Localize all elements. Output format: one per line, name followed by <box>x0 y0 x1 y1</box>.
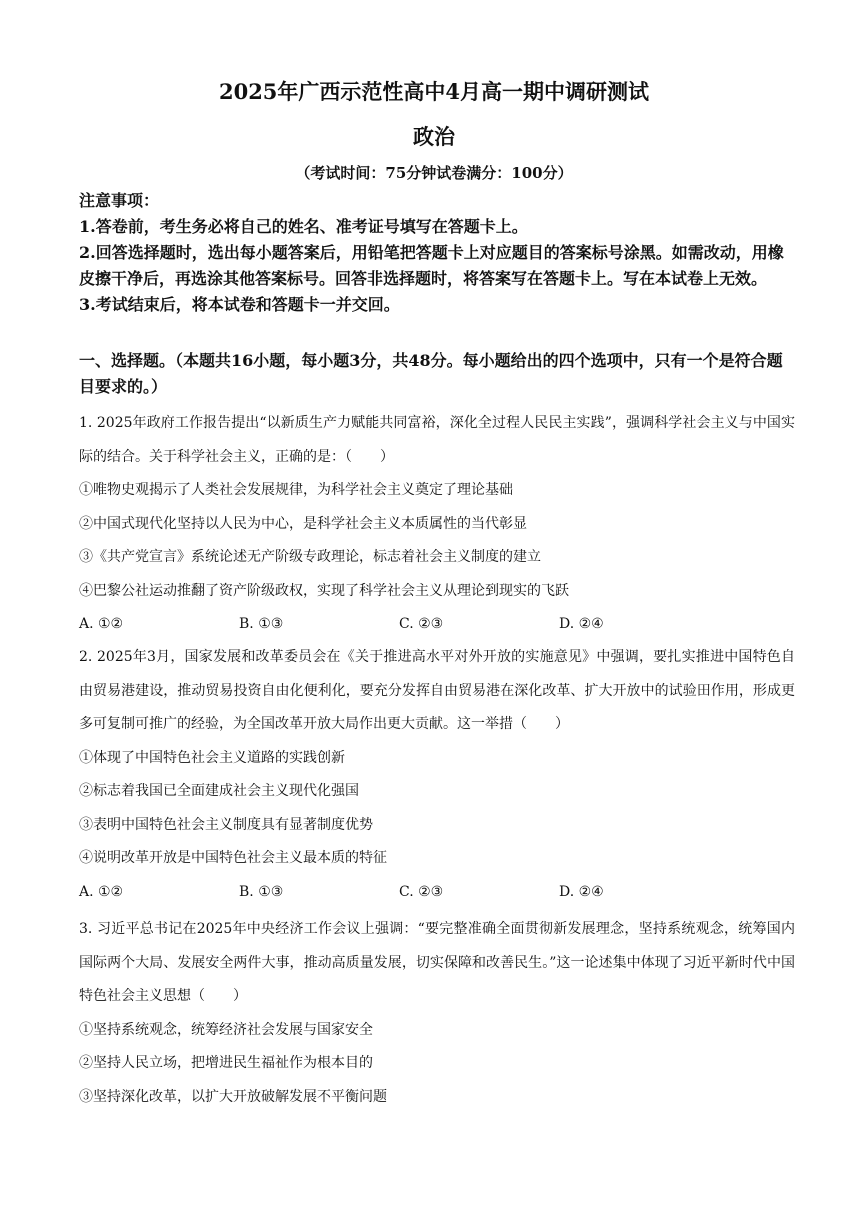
question-stem: 2. 2025年3月，国家发展和改革委员会在《关于推进高水平对外开放的实施意见》中强调，要扎实推进中国特色自由贸易港建设，推动贸易投资自由化便利化，要充分发挥自由贸易港在深化改革、扩大开放中的试验田作用，形成更多可复制可推广的经验，为全国改革开放大局作出更大贡献。这一举措（ ） <box>79 649 795 732</box>
statement: ①体现了中国特色社会主义道路的实践创新 <box>79 749 345 766</box>
exam-subject: 政治 <box>413 124 455 149</box>
statement: ④说明改革开放是中国特色社会主义最本质的特征 <box>79 850 387 866</box>
statement: ②标志着我国已全面建成社会主义现代化强国 <box>79 783 359 799</box>
statement: ①唯物史观揭示了人类社会发展规律，为科学社会主义奠定了理论基础 <box>79 482 513 498</box>
statement: ③《共产党宣言》系统论述无产阶级专政理论，标志着社会主义制度的建立 <box>79 549 541 565</box>
notes-block <box>79 188 791 318</box>
options-row <box>79 876 719 910</box>
question-1 <box>79 407 795 642</box>
statement: ③坚持深化改革，以扩大开放破解发展不平衡问题 <box>79 1088 387 1105</box>
section-heading: 一、选择题。（本题共16小题，每小题3分，共48分。每小题给出的四个选项中，只有一个是符合题目要求的。） <box>79 351 783 396</box>
option-a: A. ①② <box>79 616 124 632</box>
exam-title: 2025年广西示范性高中4月高一期中调研测试 <box>218 79 650 104</box>
note-item: 2.回答选择题时，选出每小题答案后，用铅笔把答题卡上对应题目的答案标号涂黑。如需改动，用橡皮擦干净后，再选涂其他答案标号。回答非选择题时，将答案写在答题卡上。写在本试卷上无效。 <box>79 243 784 288</box>
question-stem: 1. 2025年政府工作报告提出“以新质生产力赋能共同富裕，深化全过程人民民主实践”，强调科学社会主义与中国实际的结合。关于科学社会主义，正确的是：（ ） <box>79 415 795 465</box>
exam-info: （考试时间：75分钟试卷满分：100分） <box>295 164 573 182</box>
statement: ①坚持系统观念，统筹经济社会发展与国家安全 <box>79 1021 373 1038</box>
options-row <box>79 608 719 642</box>
statement: ②中国式现代化坚持以人民为中心，是科学社会主义本质属性的当代彰显 <box>79 515 527 532</box>
option-c: C. ②③ <box>399 616 444 632</box>
question-stem: 3. 习近平总书记在2025年中央经济工作会议上强调：“要完整准确全面贯彻新发展理念，坚持系统观念，统筹国内国际两个大局、发展安全两件大事，推动高质量发展，切实保障和改善民生。”这一论述集中体现了习近平新时代中国特色社会主义思想（ ） <box>79 921 795 1004</box>
option-d: D. ②④ <box>559 616 604 632</box>
statement: ③表明中国特色社会主义制度具有显著制度优势 <box>79 816 373 833</box>
note-item: 1.答卷前，考生务必将自己的姓名、准考证号填写在答题卡上。 <box>79 217 528 236</box>
option-d: D. ②④ <box>559 883 604 900</box>
option-c: C. ②③ <box>399 883 444 900</box>
statement: ④巴黎公社运动推翻了资产阶级政权，实现了科学社会主义从理论到现实的飞跃 <box>79 582 569 599</box>
question-2 <box>79 641 795 909</box>
option-b: B. ①③ <box>239 616 284 632</box>
note-item: 3.考试结束后，将本试卷和答题卡一并交回。 <box>79 295 400 314</box>
question-3 <box>79 913 795 1114</box>
notes-heading: 注意事项： <box>79 191 160 210</box>
statement: ②坚持人民立场，把增进民生福祉作为根本目的 <box>79 1055 373 1071</box>
option-b: B. ①③ <box>239 883 284 900</box>
option-a: A. ①② <box>79 883 124 900</box>
